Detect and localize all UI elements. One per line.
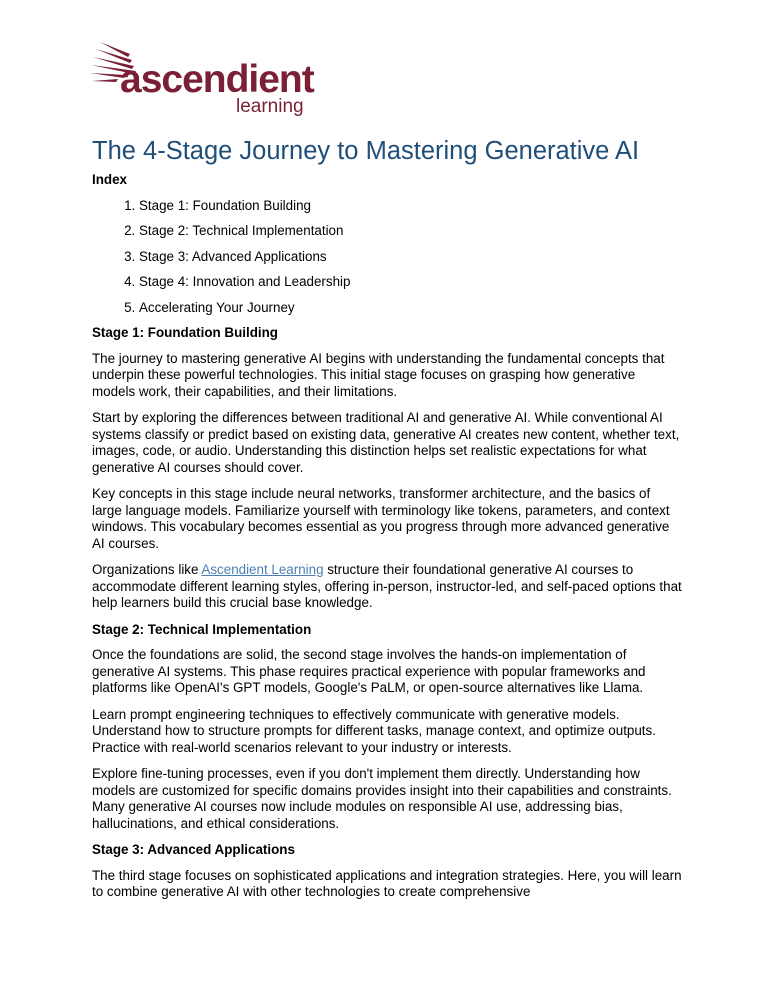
index-item-stage-3: 3. Stage 3: Advanced Applications — [139, 249, 682, 266]
stage-1-paragraph-4 — [92, 562, 682, 612]
index-item-stage-4: 4. Stage 4: Innovation and Leadership — [139, 274, 682, 291]
stage-1-paragraph-1: The journey to mastering generative AI begins with understanding the fundamental concepts that underpin these powerful technologies. This initial stage focuses on grasping how generative models work, their capabilities, and their limitations. — [92, 350, 665, 399]
stage-3-heading: Stage 3: Advanced Applications — [92, 842, 295, 857]
paragraph-text: Organizations like — [92, 562, 202, 577]
stage-1-paragraph-3: Key concepts in this stage include neural networks, transformer architecture, and the basics of large language models. Familiarize yourself with terminology like tokens, parameters, and context windows. This vocabulary becomes essential as you progress through more advanced generative AI courses. — [92, 486, 670, 551]
paragraph-text: structure their foundational generative AI courses to accommodate different learning styles, offering in-person, instructor-led, and self-paced options that help learners build this crucial base knowledge. — [92, 562, 682, 610]
logo-wordmark: ascendient — [120, 58, 314, 101]
stage-2-paragraph-2: Learn prompt engineering techniques to effectively communicate with generative models. Understand how to structure prompts for different tasks, manage context, and optimize outputs. Practice with real-world scenarios relevant to your industry or interests. — [92, 706, 656, 755]
index-item-stage-1: 1. Stage 1: Foundation Building — [139, 198, 682, 215]
page-title: The 4-Stage Journey to Mastering Generative AI — [92, 137, 640, 165]
index-heading: Index — [92, 172, 127, 187]
index-list — [92, 198, 682, 317]
stage-1-heading: Stage 1: Foundation Building — [92, 325, 278, 340]
ascendient-learning-link[interactable]: Ascendient Learning — [201, 562, 324, 577]
ascendient-learning-logo — [90, 40, 314, 120]
stage-2-paragraph-3: Explore fine-tuning processes, even if you don't implement them directly. Understanding how models are customized for specific domains provides insight into their capabilities and constraints. Many generative AI courses now include modules on responsible AI use, addressing bias, hallucinations, and ethical considerations. — [92, 766, 672, 831]
stage-2-paragraph-1: Once the foundations are solid, the second stage involves the hands-on implementation of generative AI systems. This phase requires practical experience with popular frameworks and platforms like OpenAI's GPT models, Google's PaLM, or open-source alternatives like Llama. — [92, 647, 646, 695]
logo-subtext: learning — [236, 96, 304, 117]
index-item-stage-2: 2. Stage 2: Technical Implementation — [139, 223, 682, 240]
stage-2-heading: Stage 2: Technical Implementation — [92, 621, 312, 637]
stage-1-paragraph-2: Start by exploring the differences between traditional AI and generative AI. While conventional AI systems classify or predict based on existing data, generative AI creates new content, whether text, images, code, or audio. Understanding this distinction helps set realistic expectations for what generative AI courses should cover. — [92, 410, 680, 475]
document-body — [92, 172, 682, 911]
index-item-accelerating: 5. Accelerating Your Journey — [139, 300, 682, 317]
stage-3-paragraph-1: The third stage focuses on sophisticated applications and integration strategies. Here, you will learn to combine generative AI with other technologies to create comprehensive — [92, 867, 682, 899]
